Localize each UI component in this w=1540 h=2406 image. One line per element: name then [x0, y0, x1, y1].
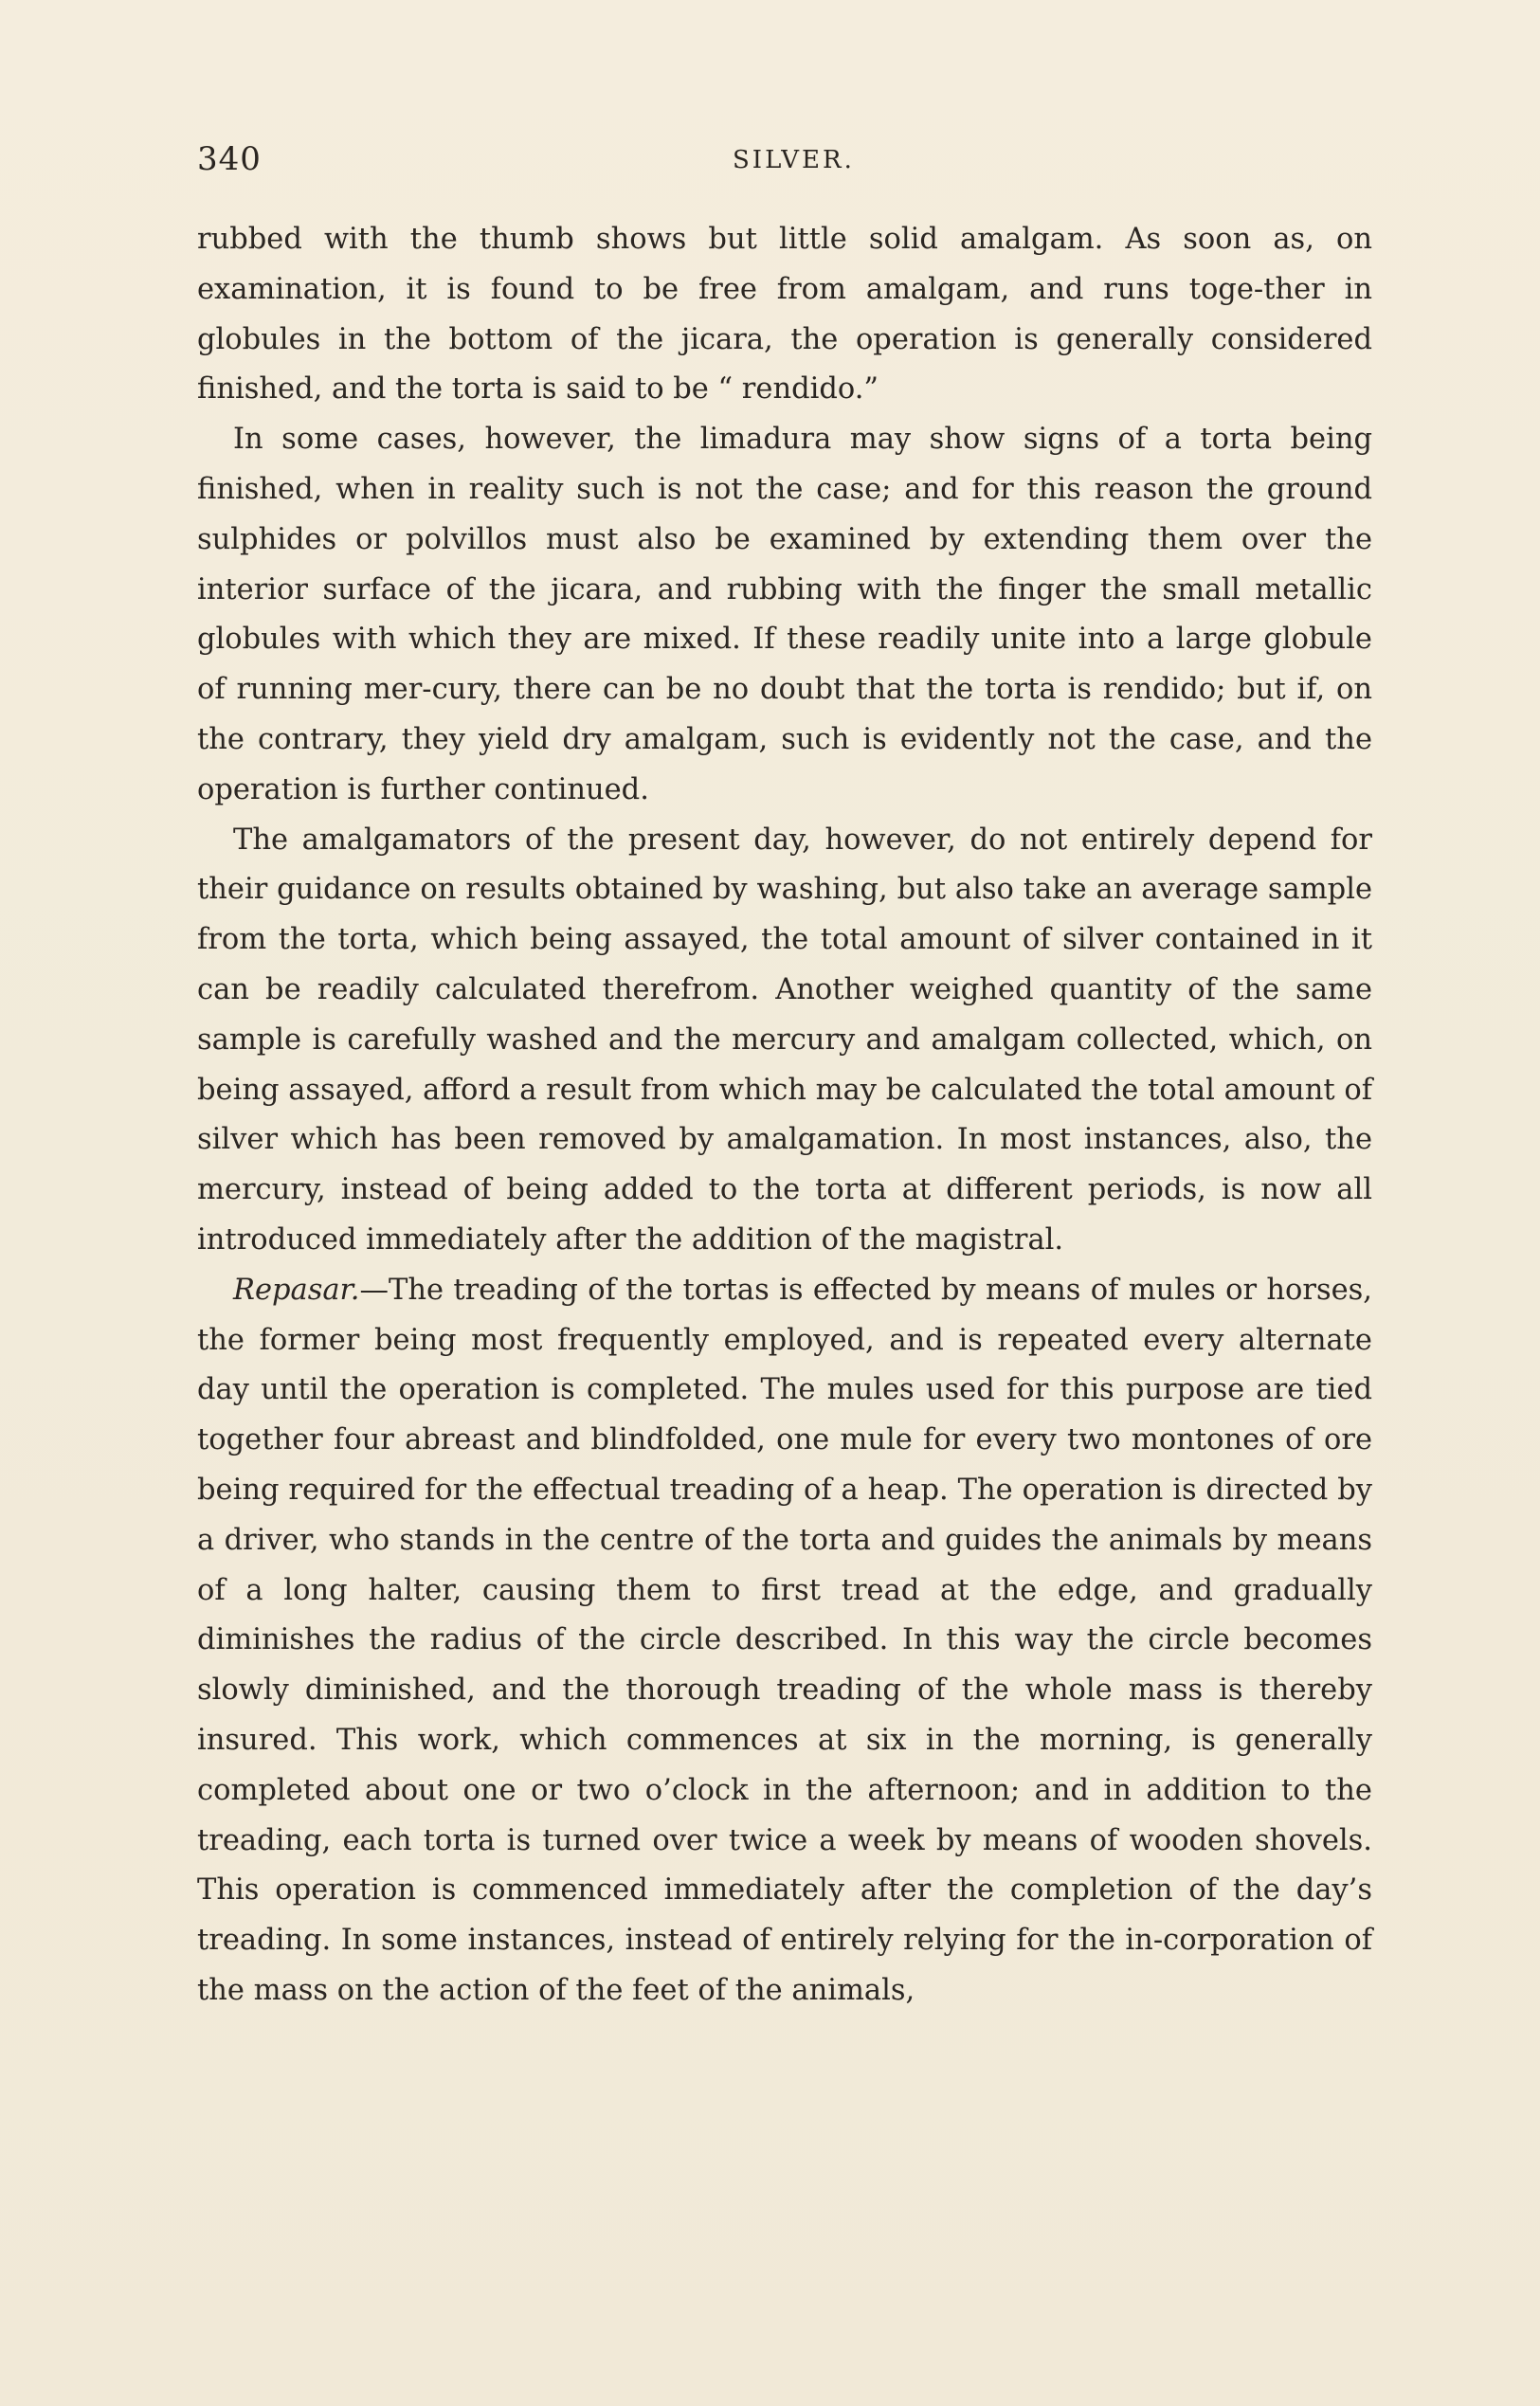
page-header	[197, 140, 1372, 188]
paragraph-3-text: The amalgamators of the present day, however, do not entirely depend for their guidance on results obtained by washing, but also take an average sample from the torta, which being assayed, the total amount of silver contained in it can be readily calculated therefrom. Another weighed quantity of the same sample is carefully washed and the mercury and amalgam collected, which, on being assayed, afford a result from which may be calculated the total amount of silver which has been removed by amalgamation. In most instances, also, the mercury, instead of being added to the torta at different periods, is now all introduced immediately after the addition of the magistral.	[197, 823, 1372, 1257]
paragraph-4	[197, 1266, 1372, 2017]
running-title: SILVER.	[733, 146, 855, 174]
section-term-repasar: Repasar.	[233, 1273, 360, 1307]
paragraph-2	[197, 415, 1372, 815]
body-text	[197, 215, 1372, 2017]
paragraph-3	[197, 816, 1372, 1266]
paragraph-4-text: —The treading of the tortas is effected by means of mules or horses, the former being most frequently employed, and is repeated every alternate day until the operation is completed. The mules used for this purpose are tied together four abreast and blindfolded, one mule for every two montones of ore being required for the effectual treading of a heap. The operation is directed by a driver, who stands in the centre of the torta and guides the animals by means of a long halter, causing them to first tread at the edge, and gradually diminishes the radius of the circle described. In this way the circle becomes slowly diminished, and the thorough treading of the whole mass is thereby insured. This work, which commences at six in the morning, is generally completed about one or two o’clock in the afternoon; and in addition to the treading, each torta is turned over twice a week by means of wooden shovels. This operation is commenced immediately after the completion of the day’s treading. In some instances, instead of entirely relying for the in-corporation of the mass on the action of the feet of the animals,	[197, 1273, 1372, 2007]
paragraph-2-text: In some cases, however, the limadura may show signs of a torta being finished, when in reality such is not the case; and for this reason the ground sulphides or polvillos must also be examined by extending them over the interior surface of the jicara, and rubbing with the finger the small metallic globules with which they are mixed. If these readily unite into a large globule of running mer-cury, there can be no doubt that the torta is rendido; but if, on the contrary, they yield dry amalgam, such is evidently not the case, and the operation is further continued.	[197, 423, 1372, 806]
page-number: 340	[197, 140, 262, 178]
paragraph-1-text: rubbed with the thumb shows but little solid amalgam. As soon as, on examination, it is found to be free from amalgam, and runs toge-ther in globules in the bottom of the jicara, the operation is generally considered finished, and the torta is said to be “ rendido.”	[197, 223, 1372, 407]
paragraph-1	[197, 215, 1372, 415]
